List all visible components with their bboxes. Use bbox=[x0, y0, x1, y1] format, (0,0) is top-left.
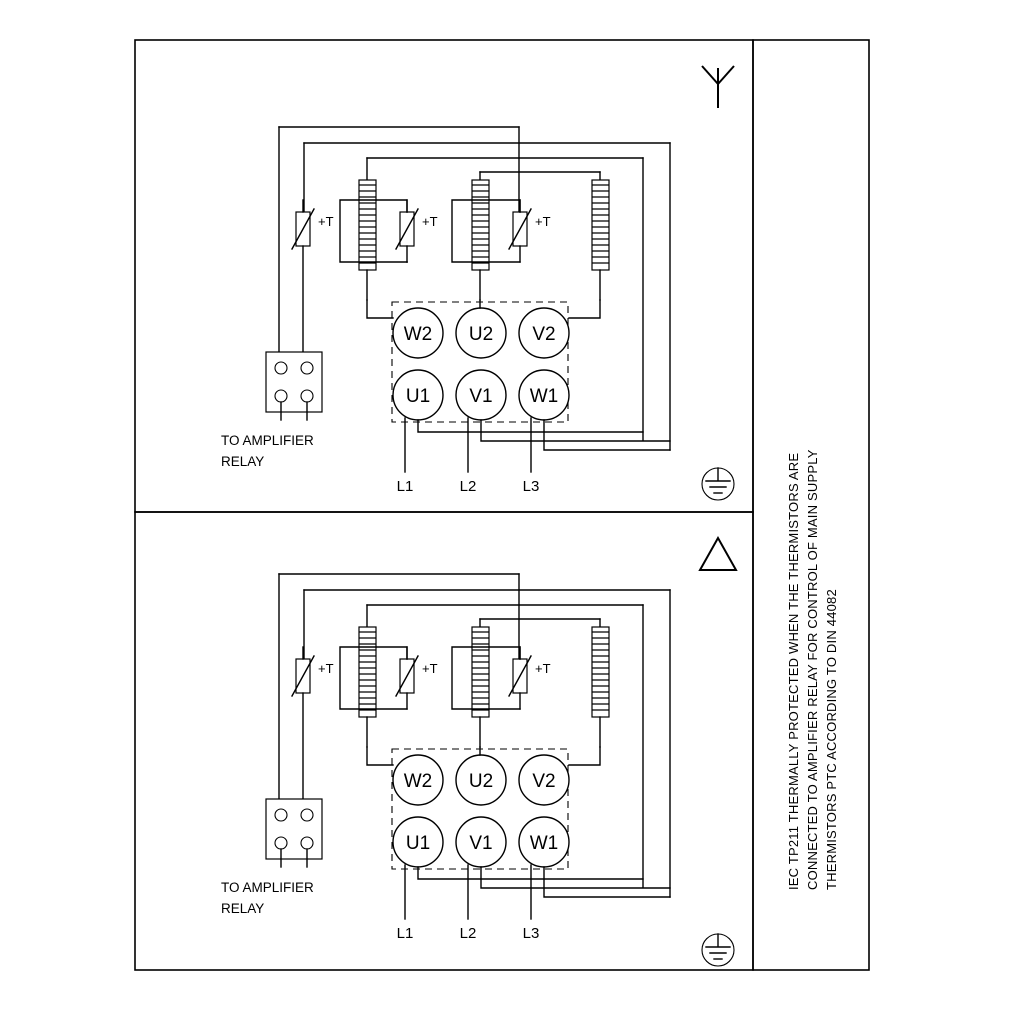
terminal-u1-delta: U1 bbox=[405, 833, 431, 854]
side-note-line-2: CONNECTED TO AMPLIFIER RELAY FOR CONTROL OF MAIN SUPPLY bbox=[805, 449, 820, 890]
amplifier-label-line1: TO AMPLIFIER bbox=[221, 433, 314, 448]
amplifier-label-line2: RELAY bbox=[221, 454, 265, 469]
side-note-line-1: IEC TP211 THERMALLY PROTECTED WHEN THE THERMISTORS ARE bbox=[786, 452, 801, 890]
star-thermistor-1 bbox=[292, 200, 314, 352]
delta-phase-leads bbox=[405, 865, 670, 919]
terminal-w1: W1 bbox=[529, 386, 559, 407]
phase-label-l1-delta: L1 bbox=[396, 925, 414, 942]
side-note-line-3: THERMISTORS PTC ACCORDING TO DIN 44082 bbox=[824, 589, 839, 890]
amplifier-label-line2-delta: RELAY bbox=[221, 901, 265, 916]
delta-coil-1 bbox=[359, 627, 376, 747]
terminal-w2-delta: W2 bbox=[403, 771, 433, 792]
thermistor-label-2: +T bbox=[422, 214, 438, 229]
delta-thermistor-1 bbox=[292, 647, 314, 799]
panel-delta bbox=[221, 538, 736, 966]
thermistor-label-6: +T bbox=[535, 661, 551, 676]
terminal-v2: V2 bbox=[532, 324, 556, 345]
star-coil-3 bbox=[592, 180, 609, 300]
delta-symbol-icon bbox=[700, 538, 736, 570]
terminal-u1: U1 bbox=[405, 386, 431, 407]
panel-star bbox=[221, 66, 734, 500]
thermistor-label-5: +T bbox=[422, 661, 438, 676]
delta-terminals-top bbox=[393, 755, 569, 805]
earth-symbol-icon-2 bbox=[702, 934, 734, 966]
terminal-v1: V1 bbox=[469, 386, 493, 407]
star-coil-1 bbox=[359, 180, 376, 300]
delta-terminals-bottom bbox=[393, 817, 569, 867]
star-coil-2 bbox=[472, 180, 489, 300]
star-symbol-icon bbox=[702, 66, 734, 108]
terminal-v1-delta: V1 bbox=[469, 833, 493, 854]
phase-label-l2-delta: L2 bbox=[459, 925, 477, 942]
thermistor-label-4: +T bbox=[318, 661, 334, 676]
earth-symbol-icon bbox=[702, 468, 734, 500]
star-phase-leads bbox=[405, 418, 670, 472]
terminal-u2: U2 bbox=[468, 324, 494, 345]
star-amplifier-connector bbox=[266, 352, 322, 420]
amplifier-label-line1-delta: TO AMPLIFIER bbox=[221, 880, 314, 895]
thermistor-label-3: +T bbox=[535, 214, 551, 229]
delta-coil-3 bbox=[592, 627, 609, 747]
phase-label-l1: L1 bbox=[396, 478, 414, 495]
terminal-v2-delta: V2 bbox=[532, 771, 556, 792]
star-terminals-top bbox=[393, 308, 569, 358]
star-terminals-bottom bbox=[393, 370, 569, 420]
phase-label-l2: L2 bbox=[459, 478, 477, 495]
terminal-w1-delta: W1 bbox=[529, 833, 559, 854]
terminal-w2: W2 bbox=[403, 324, 433, 345]
delta-coil-2 bbox=[472, 627, 489, 747]
phase-label-l3: L3 bbox=[522, 478, 540, 495]
delta-amplifier-connector bbox=[266, 799, 322, 867]
thermistor-label-1: +T bbox=[318, 214, 334, 229]
terminal-u2-delta: U2 bbox=[468, 771, 494, 792]
phase-label-l3-delta: L3 bbox=[522, 925, 540, 942]
